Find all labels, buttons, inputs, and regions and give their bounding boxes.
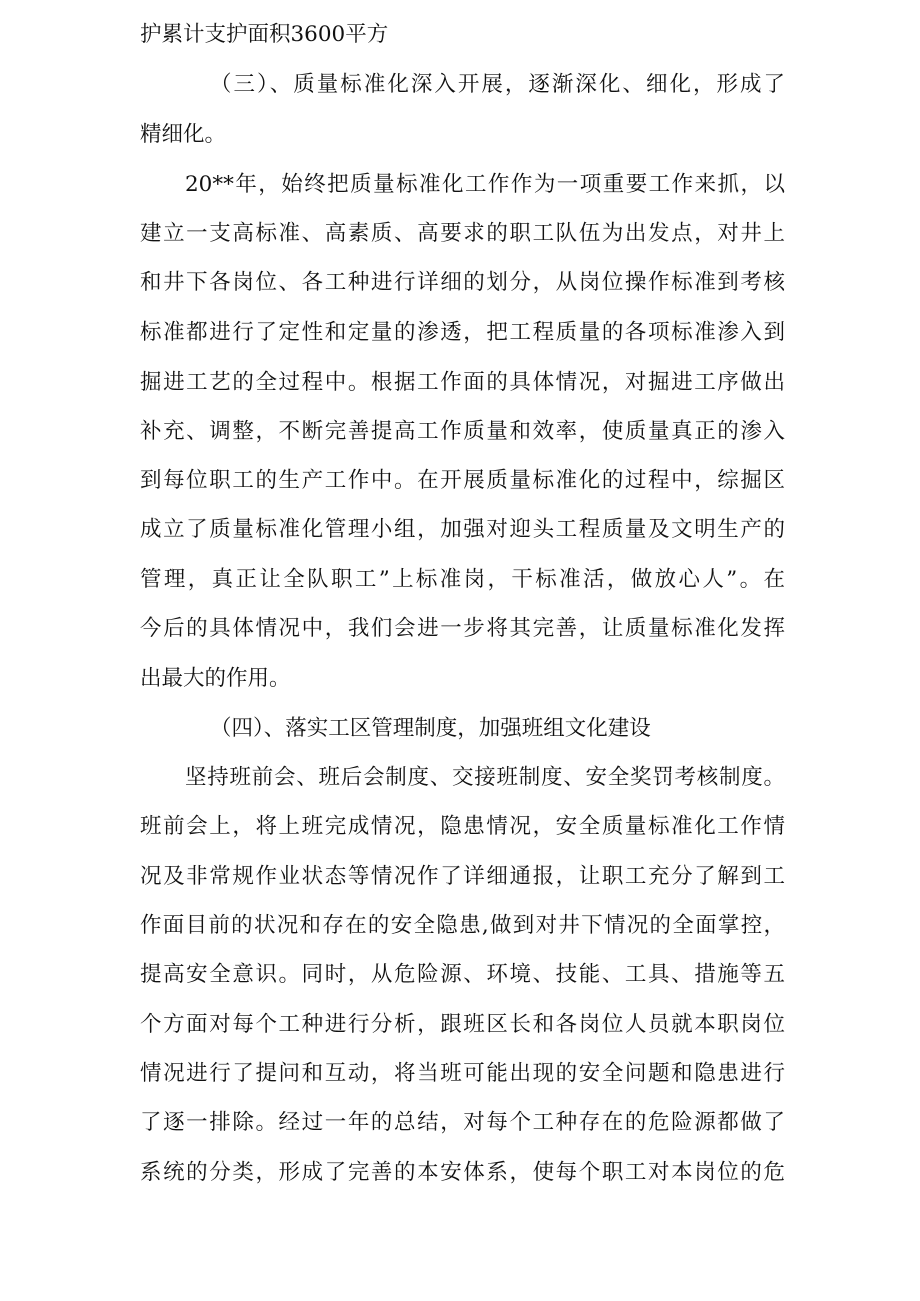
text-line-1: 护累计支护面积3600平方 [140,22,389,47]
text-line-22: 情况进行了提问和互动，将当班可能出现的安全问题和隐患进行 [140,1061,785,1086]
text-line-5: 建立一支高标准、高素质、高要求的职工队伍为出发点，对井上 [140,221,785,246]
text-line-11: 成立了质量标准化管理小组，加强对迎头工程质量及文明生产的 [140,517,785,542]
text-line-24: 系统的分类，形成了完善的本安体系，使每个职工对本岗位的危 [140,1160,785,1185]
text-line-9: 补充、调整，不断完善提高工作质量和效率，使质量真正的渗入 [140,419,785,444]
section-heading-4: （四）、落实工区管理制度，加强班组文化建设 [210,716,651,741]
text-line-18: 况及非常规作业状态等情况作了详细通报，让职工充分了解到工 [140,864,785,889]
text-line-21: 个方面对每个工种进行分析，跟班区长和各岗位人员就本职岗位 [140,1012,785,1037]
text-line-19: 作面目前的状况和存在的安全隐患,做到对井下情况的全面掌控， [140,913,785,938]
text-line-4: 20**年，始终把质量标准化工作作为一项重要工作来抓，以 [185,172,785,197]
text-line-14: 出最大的作用。 [140,666,291,691]
text-line-17: 班前会上，将上班完成情况，隐患情况，安全质量标准化工作情 [140,814,785,839]
text-line-13: 今后的具体情况中，我们会进一步将其完善，让质量标准化发挥 [140,616,785,641]
text-line-10: 到每位职工的生产工作中。在开展质量标准化的过程中，综掘区 [140,468,785,493]
text-line-12: 管理，真正让全队职工”上标准岗，干标准活，做放心人”。在 [140,567,785,592]
section-heading-3: （三）、质量标准化深入开展，逐渐深化、细化，形成了 [210,72,785,97]
text-line-20: 提高安全意识。同时，从危险源、环境、技能、工具、措施等五 [140,962,785,987]
text-line-6: 和井下各岗位、各工种进行详细的划分，从岗位操作标准到考核 [140,270,785,295]
text-line-3: 精细化。 [140,122,227,147]
text-line-23: 了逐一排除。经过一年的总结，对每个工种存在的危险源都做了 [140,1110,785,1135]
text-line-7: 标准都进行了定性和定量的渗透，把工程质量的各项标准渗入到 [140,320,785,345]
text-line-8: 掘进工艺的全过程中。根据工作面的具体情况，对掘进工序做出 [140,370,785,395]
text-line-16: 坚持班前会、班后会制度、交接班制度、安全奖罚考核制度。 [185,765,785,790]
